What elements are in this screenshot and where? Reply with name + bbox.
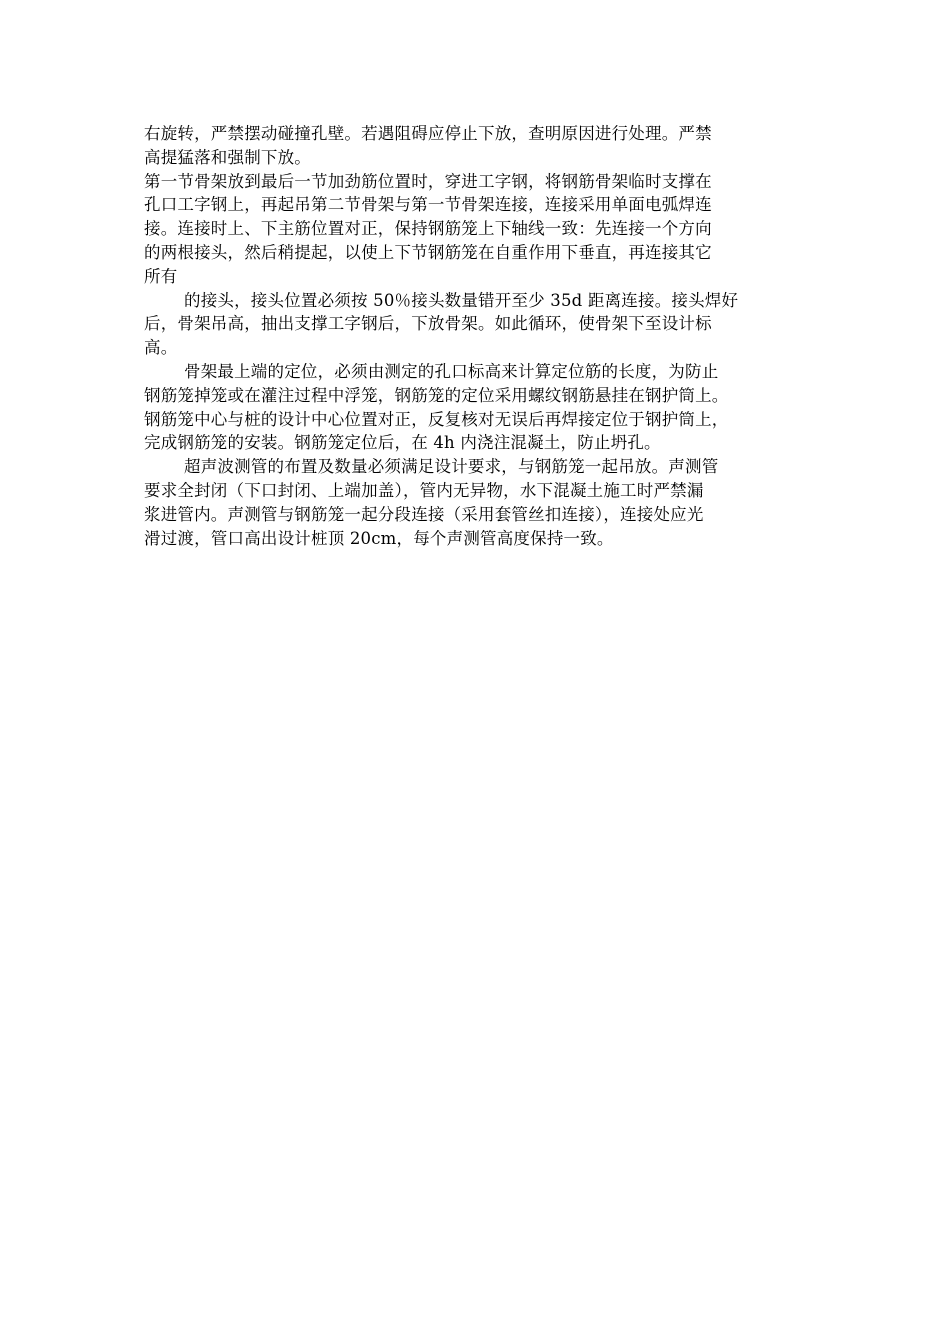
text-line: 完成钢筋笼的安装。钢筋笼定位后，在 4h 内浇注混凝土，防止坍孔。 bbox=[144, 433, 661, 453]
text-line: 孔口工字钢上，再起吊第二节骨架与第一节骨架连接，连接采用单面电弧焊连 bbox=[144, 195, 712, 215]
text-line: 第一节骨架放到最后一节加劲筋位置时，穿进工字钢，将钢筋骨架临时支撑在 bbox=[144, 171, 712, 191]
text-line: 滑过渡，管口高出设计桩顶 20cm，每个声测管高度保持一致。 bbox=[144, 528, 614, 548]
text-line: 所有 bbox=[144, 266, 178, 286]
document-body bbox=[144, 122, 814, 550]
text-line: 的接头，接头位置必须按 50％接头数量错开至少 35d 距离连接。接头焊好 bbox=[184, 290, 739, 310]
text-line: 接。连接时上、下主筋位置对正，保持钢筋笼上下轴线一致：先连接一个方向 bbox=[144, 219, 712, 239]
text-line: 后，骨架吊高，抽出支撑工字钢后，下放骨架。如此循环，使骨架下至设计标 bbox=[144, 314, 712, 334]
text-line: 高。 bbox=[144, 338, 178, 358]
text-line: 超声波测管的布置及数量必须满足设计要求，与钢筋笼一起吊放。声测管 bbox=[184, 457, 719, 477]
text-line: 浆进管内。声测管与钢筋笼一起分段连接（采用套管丝扣连接），连接处应光 bbox=[144, 504, 704, 524]
text-line: 骨架最上端的定位，必须由测定的孔口标高来计算定位筋的长度，为防止 bbox=[184, 361, 719, 381]
text-line: 钢筋笼中心与桩的设计中心位置对正，反复核对无误后再焊接定位于钢护筒上， bbox=[144, 409, 729, 429]
text-line: 高提猛落和强制下放。 bbox=[144, 147, 311, 167]
text-line: 右旋转，严禁摆动碰撞孔壁。若遇阻碍应停止下放，查明原因进行处理。严禁 bbox=[144, 124, 712, 143]
text-line: 钢筋笼掉笼或在灌注过程中浮笼，钢筋笼的定位采用螺纹钢筋悬挂在钢护筒上。 bbox=[144, 385, 729, 405]
text-line: 的两根接头，然后稍提起，以使上下节钢筋笼在自重作用下垂直，再连接其它 bbox=[144, 242, 712, 262]
text-line: 要求全封闭（下口封闭、上端加盖），管内无异物，水下混凝土施工时严禁漏 bbox=[144, 480, 704, 500]
